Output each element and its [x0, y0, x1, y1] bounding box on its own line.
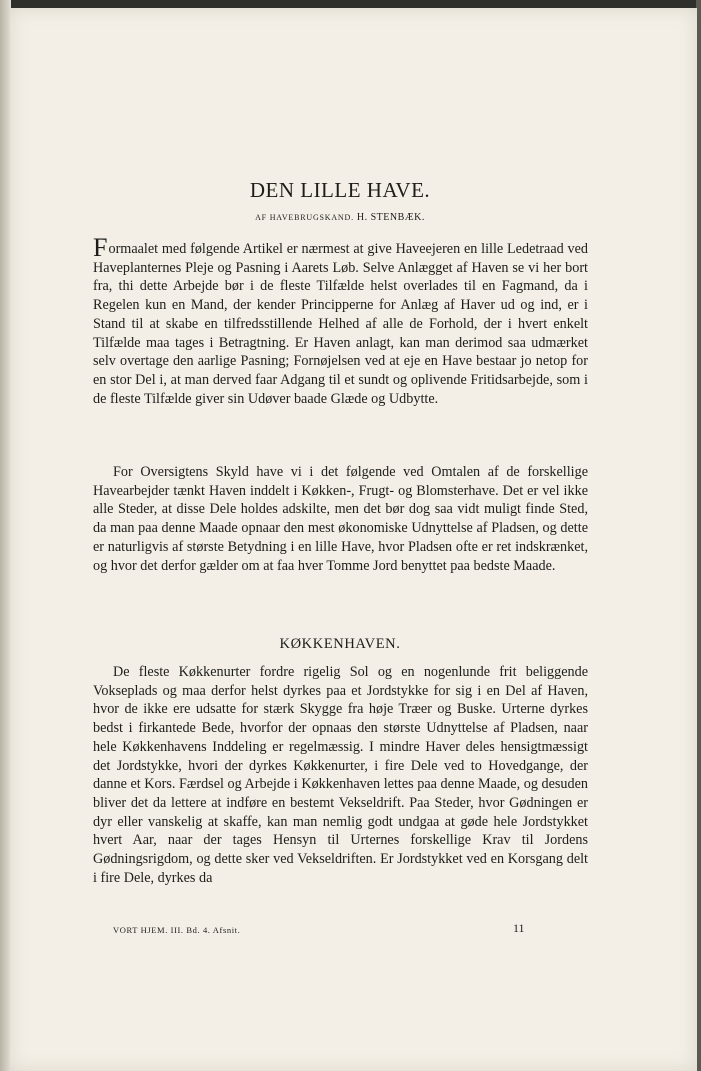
drop-cap: F — [93, 233, 108, 262]
paragraph-overview: For Oversigtens Skyld have vi i det følgende ved Omtalen af de forskellige Havearbejder tænkt Haven inddelt i Køkken-, Frugt- og Blomsterhave. Det er vel ikke alle Steder, at disse Dele holdes adskilte, men det bør dog saa vidt muligt finde Sted, da man paa denne Maade opnaar den mest økonomiske Udnyttelse af Pladsen, og dette er naturligvis af største Betydning i en lille Have, hvor Pladsen ofte er ret indskrænket, og hvor det derfor gælder om at faa hver Tomme Jord benyttet paa bedste Maade. — [93, 464, 588, 574]
byline-author: H. STENBÆK. — [356, 212, 425, 223]
paragraph-text: ormaalet med følgende Artikel er nærmest at give Haveejeren en lille Ledetraad ved Haveplanternes Pleje og Pasning i Aarets Løb. Selve Anlægget af Haven se vi her bort fra, thi dette Arbejde bør i de fleste Tilfælde helst overlades til en Fagmand, da i Regelen kun en Mand, der kender Principperne for Anlæg af Haver ud og ind, er i Stand til at skabe en tilfredsstillende Helhed af alle de Forhold, der i hvert enkelt Tilfælde maa tages i Betragtning. Er Haven anlagt, kan man derimod saa udmærket selv overtage den aarlige Pasning; Fornøjelsen ved at eje en Have bestaar jo netop for en stor Del i, at man derved faar Adgang til et sundt og oplivende Fritidsarbejde, som i de fleste Tilfælde giver sin Udøver baade Glæde og Udbytte. — [93, 241, 588, 407]
byline — [85, 212, 595, 223]
book-page — [10, 8, 697, 1071]
footer-source: VORT HJEM. III. Bd. 4. Afsnit. — [113, 925, 241, 935]
page-number: 11 — [513, 921, 525, 935]
paragraph-kitchen-garden: De fleste Køkkenurter fordre rigelig Sol og en nogenlunde frit beliggende Vokseplads og maa derfor helst dyrkes paa et Jordstykke for sig i en Del af Haven, hvor de ikke ere udsatte for stærk Skygge fra høje Træer og Buske. Urterne dyrkes bedst i firkantede Bede, hvorfor der opnaas den største Udnyttelse af Pladsen, naar hele Køkkenhavens Inddeling er regelmæssig. I mindre Haver deles hensigtmæssigt det Jordstykke, hvori der dyrkes Køkkenurter, i fire Dele ved to Hovedgange, der danne et Kors. Færdsel og Arbejde i Køkkenhaven lettes paa denne Maade, og desuden bliver det da lettere at indføre en bestemt Vekseldrift. Paa Steder, hvor Gødningen er dyr eller vanskelig at skaffe, kan man nemlig godt undgaa at gøde hele Jordstykket hvert Aar, naar der tages Hensyn til Urternes forskellige Krav til Jordens Gødningsrigdom, og dette sker ved Vekseldriften. Er Jordstykket ved en Korsgang delt i fire Dele, dyrkes da — [93, 664, 588, 886]
paragraph-intro — [93, 233, 588, 408]
section-heading: KØKKENHAVEN. — [279, 636, 401, 652]
byline-prefix: AF HAVEBRUGSKAND. — [255, 213, 354, 222]
article-title: DEN LILLE HAVE. — [249, 178, 431, 202]
